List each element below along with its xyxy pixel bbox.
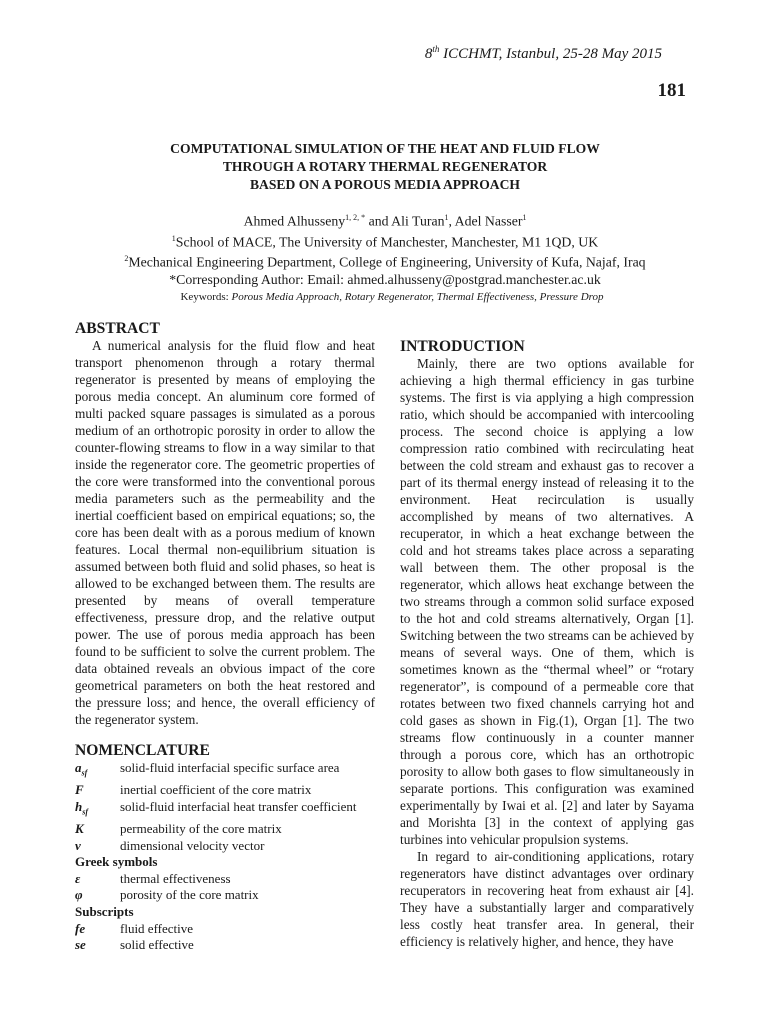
title-line: THROUGH A ROTARY THERMAL REGENERATOR <box>222 159 548 174</box>
nomenclature-row <box>75 760 375 782</box>
left-column <box>75 320 375 954</box>
nomenclature-symbol: φ <box>75 887 83 903</box>
greek-list <box>75 871 375 904</box>
nomenclature-symbol: F <box>75 782 84 798</box>
nomenclature-definition: solid-fluid interfacial specific surface area <box>120 760 340 775</box>
intro-paragraph-2: In regard to air-conditioning applications, rotary regenerators have distinct advantages over ordinary recuperators in recovering heat from exhaust air [4]. They have a substantially larger and comparatively less costly heat transfer area. In general, their efficiency is relatively higher, and hence, they have <box>400 849 694 949</box>
author-line: Ahmed Alhusseny$^{1, 2, *}$ and Ali Turan$^1$, Adel Nasser$^1$ <box>243 213 527 229</box>
nomenclature-heading: NOMENCLATURE <box>75 742 210 759</box>
greek-symbol-row <box>75 871 375 888</box>
affiliation-2: $^2$Mechanical Engineering Department, College of Engineering, University of Kufa, Najaf, Iraq <box>124 254 646 270</box>
nomenclature-symbol: se <box>75 937 86 953</box>
title-line: COMPUTATIONAL SIMULATION OF THE HEAT AND FLUID FLOW <box>170 141 600 156</box>
nomenclature-row <box>75 799 375 821</box>
subscript-row <box>75 921 375 938</box>
subscripts-heading: Subscripts <box>75 903 134 919</box>
abstract-text: A numerical analysis for the fluid flow and heat transport phenomenon through a rotary thermal regenerator is presented by means of employing the porous media concept. An aluminum core formed of multi packed square passages is simulated as a porous medium of an orthotropic porosity in order to allow the counter-flowing streams to flow in a way similar to that inside the regenerator core. The geometric properties of the core were transformed into the conventional porous media parameters such as the permeability and the inertial coefficient based on empirical equations; so, the core has been dealt with as a porous medium of known features. Local thermal non-equilibrium situation is assumed between both fluid and solid phases, so heat is allowed to be exchanged between them. The results are presented by means of overall temperature effectiveness, pressure drop, and the relative output power. The use of porous media approach has been found to be sufficient to solve the current problem. The data obtained reveals an obvious impact of the core geometrical parameters on both the heat restored and the pressure loss; and hence, the overall efficiency of the regenerator system. <box>75 338 375 727</box>
author-block <box>0 209 768 288</box>
intro-paragraph-1: Mainly, there are two options available for achieving a high thermal efficiency in gas turbine systems. The first is via applying a high compression ratio, which should be accompanied with intercooling process. The second choice is applying a low compression ratio combined with recirculating heat between the cold stream and exhaust gas to recover a part of its thermal energy instead of releasing it to the environment. Heat recirculation is usually accomplished by means of two alternatives. A recuperator, in which a heat exchange between the cold and hot streams takes place across a separating wall between them. The other proposal is the regenerator, which allows heat exchange between the two streams through a common solid surface exposed to the hot and cold streams alternatively, Organ [1]. Switching between the two streams can be achieved by means of several ways. One of them, which is sometimes known as the “thermal wheel” or “rotary regenerator”, is compound of a permeable core that rotates between two fixed channels carrying hot and cold gases as shown in Fig.(1), Organ [1]. The two streams flow continuously in a counter manner through a porous core, which has an orthotropic porosity to allow both gases to flow simultaneously in separate portions. This configuration was examined experimentally by Iwai et al. [2] and later by Sayama and Morishta [3] in the context of applying gas turbines into vehicular propulsion systems. <box>400 356 694 847</box>
nomenclature-symbol: ε <box>75 870 81 886</box>
nomenclature-definition: fluid effective <box>120 920 194 936</box>
subscript-row <box>75 937 375 954</box>
greek-heading: Greek symbols <box>75 854 158 870</box>
subscripts-list <box>75 921 375 954</box>
nomenclature-definition: solid effective <box>120 937 194 953</box>
introduction-heading: INTRODUCTION <box>400 338 525 355</box>
affiliation-1: $^1$School of MACE, The University of Manchester, Manchester, M1 1QD, UK <box>171 233 599 250</box>
nomenclature-symbol: fe <box>75 920 86 936</box>
keywords: Keywords: Porous Media Approach, Rotary Regenerator, Thermal Effectiveness, Pressure Drop <box>180 291 604 303</box>
page-number: 181 <box>657 80 686 101</box>
nomenclature-definition: permeability of the core matrix <box>120 820 282 836</box>
nomenclature-definition: thermal effectiveness <box>120 870 231 886</box>
conference-header: 8th ICCHMT, Istanbul, 25-28 May 2015 <box>424 44 662 62</box>
abstract-heading: ABSTRACT <box>75 320 160 337</box>
corresponding-author: *Corresponding Author: Email: ahmed.alhusseny@postgrad.manchester.ac.uk <box>169 271 601 287</box>
nomenclature-symbol: $h_{sf}$ <box>75 798 89 817</box>
nomenclature-symbol: $a_{sf}$ <box>75 760 88 778</box>
right-column <box>400 338 694 950</box>
nomenclature-definition: solid-fluid interfacial heat transfer coefficient <box>120 798 357 814</box>
nomenclature-row <box>75 782 375 799</box>
nomenclature-list <box>75 760 375 854</box>
nomenclature-row <box>75 838 375 855</box>
nomenclature-definition: dimensional velocity vector <box>120 837 265 853</box>
title-line: BASED ON A POROUS MEDIA APPROACH <box>249 177 520 192</box>
nomenclature-definition: porosity of the core matrix <box>120 887 259 903</box>
paper-title <box>0 140 768 194</box>
greek-symbol-row <box>75 887 375 904</box>
nomenclature-row <box>75 821 375 838</box>
nomenclature-definition: inertial coefficient of the core matrix <box>120 782 312 798</box>
nomenclature-symbol: v <box>75 837 81 853</box>
nomenclature-symbol: K <box>75 820 84 836</box>
